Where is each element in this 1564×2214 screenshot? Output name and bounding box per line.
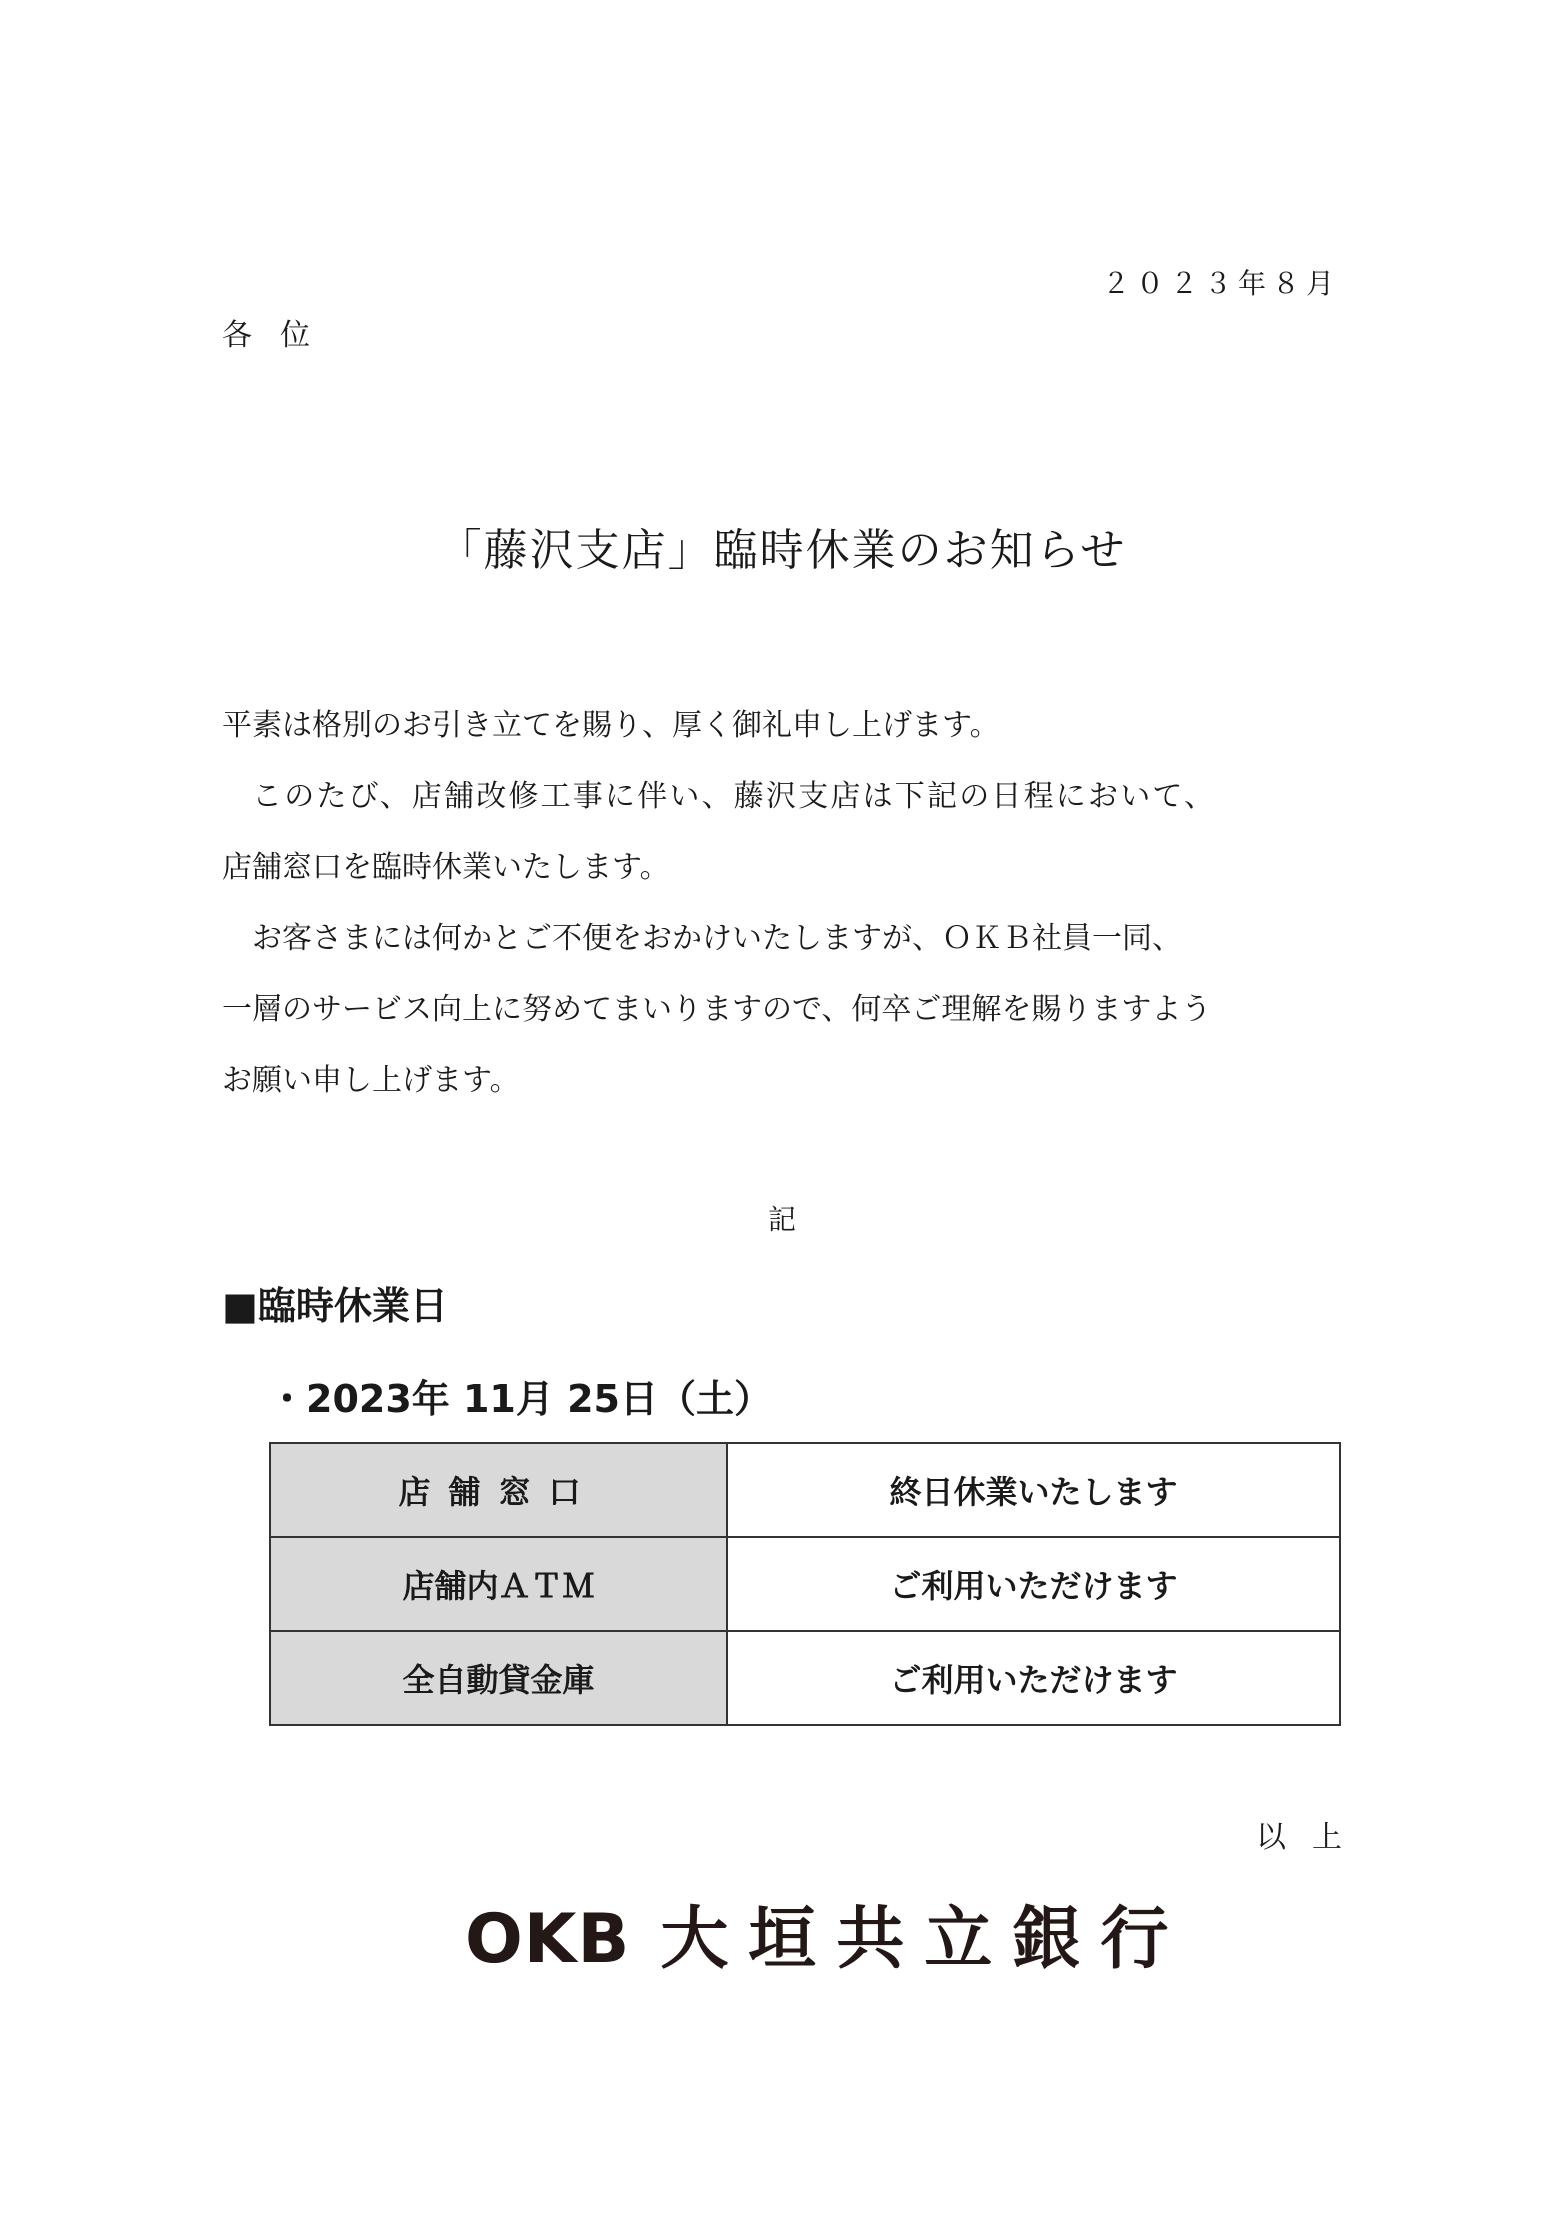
body-line: このたび、店舗改修工事に伴い、藤沢支店は下記の日程において、 [252,779,1217,814]
body-line: 一層のサービス向上に努めてまいりますので、何卒ご理解を賜りますよう [222,992,1212,1027]
body-line: お客さまには何かとご不便をおかけいたしますが、ＯＫＢ社員一同、 [252,921,1182,956]
logo-name: 大垣共立銀行 [660,1900,1189,1979]
table-label-cell: 店舗窓口 [270,1443,727,1537]
table-row [270,1631,1340,1725]
table-value-cell: 終日休業いたします [727,1443,1340,1537]
document-date: ２０２３年８月 [1101,267,1340,300]
service-status-table [269,1442,1341,1726]
document-title: 「藤沢支店」臨時休業のお知らせ [437,525,1127,576]
table-label-cell: 全自動貸金庫 [270,1631,727,1725]
table-row [270,1537,1340,1631]
closing-mark: 以上 [1256,1820,1368,1855]
table-value-cell: ご利用いただけます [727,1631,1340,1725]
body-line: 店舗窓口を臨時休業いたします。 [222,850,670,885]
table-label-cell: 店舗内ＡＴＭ [270,1537,727,1631]
logo-mark: OKB [465,1900,631,1979]
table-value-cell: ご利用いただけます [727,1537,1340,1631]
body-line: お願い申し上げます。 [222,1063,520,1098]
section-heading: ■臨時休業日 [222,1284,448,1328]
notes-marker: 記 [767,1203,796,1236]
table-row [270,1443,1340,1537]
body-text [222,690,1342,1116]
closed-date: ・2023年 11月 25日（土） [268,1377,772,1421]
bank-logo [465,1885,1188,1982]
addressee: 各位 [222,318,338,353]
body-line: 平素は格別のお引き立てを賜り、厚く御礼申し上げます。 [222,708,1000,743]
